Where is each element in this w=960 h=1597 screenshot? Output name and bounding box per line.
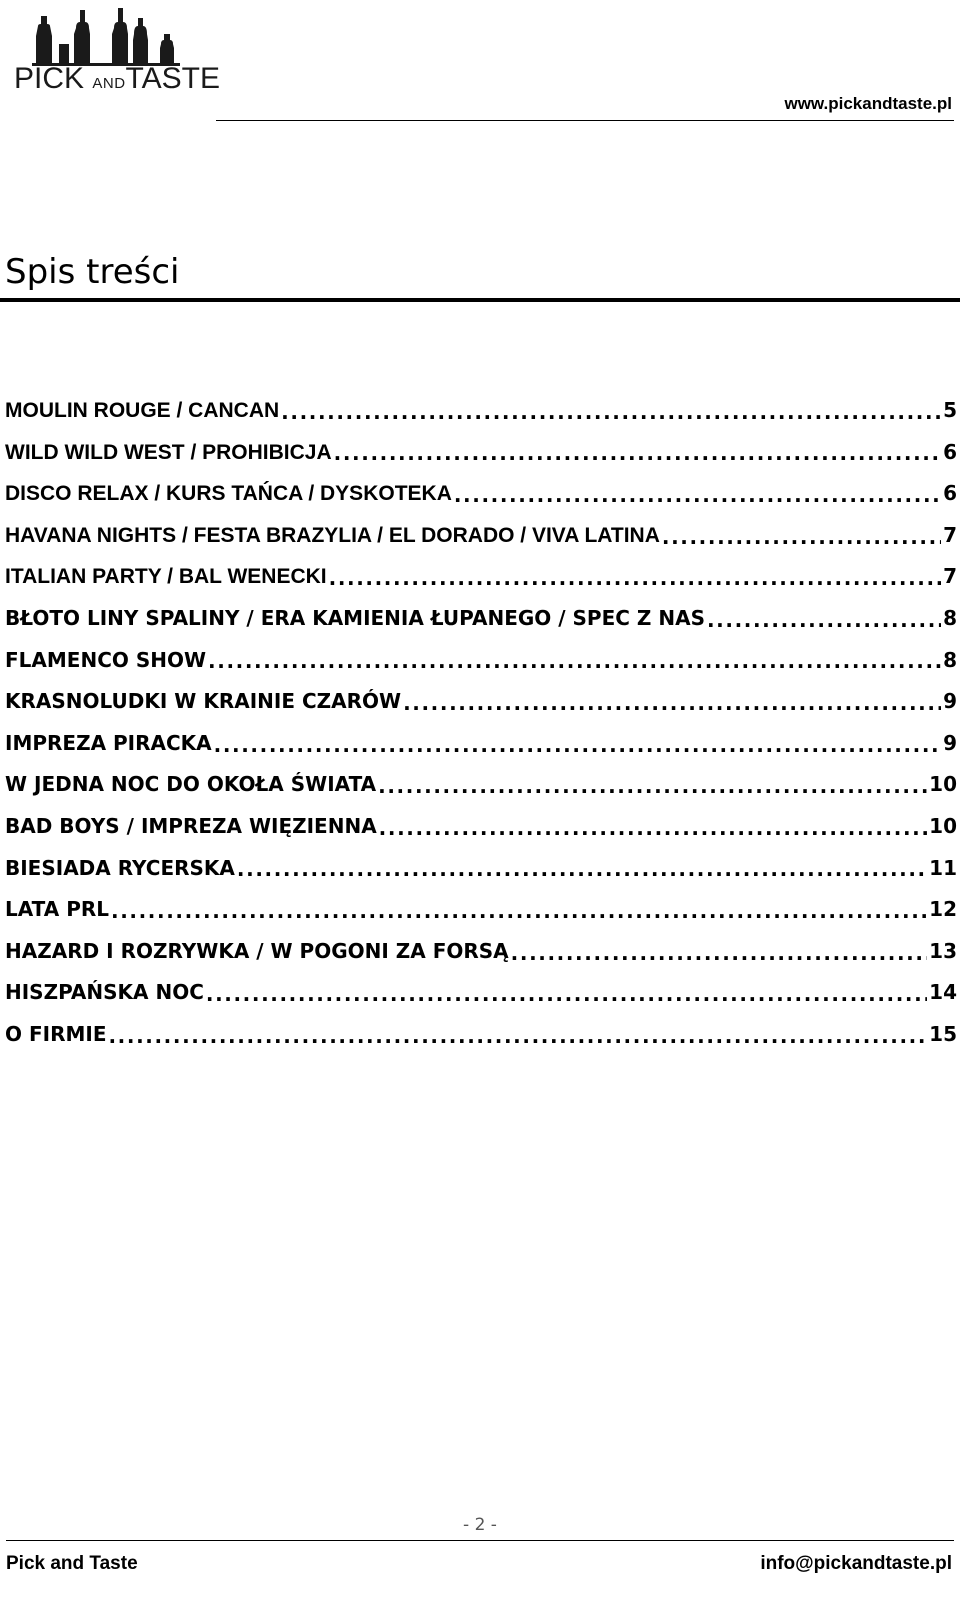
toc-entry[interactable] [5, 931, 957, 973]
toc-entry-page: 14 [929, 980, 957, 1005]
toc-entry-page: 7 [943, 564, 957, 589]
toc-dot-leader [379, 820, 927, 840]
toc-entry-label: IMPREZA PIRACKA [5, 730, 212, 755]
toc-entry-page: 15 [929, 1021, 957, 1046]
header-divider [216, 120, 954, 121]
toc-entry-page: 8 [943, 647, 957, 672]
logo-wordmark [14, 64, 220, 94]
toc-dot-leader [206, 986, 927, 1006]
toc-entry[interactable] [5, 556, 957, 598]
toc-dot-leader [334, 445, 941, 465]
toc-entry[interactable] [5, 723, 957, 765]
toc-entry[interactable] [5, 972, 957, 1014]
toc-entry-label: LATA PRL [5, 897, 110, 922]
toc-entry-page: 10 [929, 813, 957, 838]
toc-entry-label: ITALIAN PARTY / BAL WENECKI [5, 565, 327, 589]
toc-entry-page: 9 [943, 730, 957, 755]
toc-dot-leader [707, 612, 941, 632]
toc-entry-page: 7 [943, 522, 957, 547]
footer-divider [6, 1540, 954, 1541]
toc-dot-leader [108, 1028, 927, 1048]
toc-entry-page: 12 [929, 897, 957, 922]
toc-entry[interactable] [5, 473, 957, 515]
toc-entry-page: 6 [943, 439, 957, 464]
toc-dot-leader [454, 487, 941, 507]
toc-dot-leader [214, 737, 941, 757]
site-url-link[interactable]: www.pickandtaste.pl [784, 94, 952, 113]
toc-dot-leader [281, 404, 941, 424]
toc-entry-label: HISZPAŃSKA NOC [5, 980, 204, 1005]
toc-entry-label: HAVANA NIGHTS / FESTA BRAZYLIA / EL DORADO / VIVA LATINA [5, 523, 660, 547]
toc-entry[interactable] [5, 432, 957, 474]
toc-entry[interactable] [5, 681, 957, 723]
toc-entry-page: 5 [943, 398, 957, 422]
logo-taste: TASTE [125, 62, 220, 95]
toc-dot-leader [111, 903, 927, 923]
table-of-contents [5, 390, 957, 1056]
toc-dot-leader [511, 945, 927, 965]
toc-entry-label: BAD BOYS / IMPREZA WIĘZIENNA [5, 813, 377, 838]
bottles-icon [14, 8, 194, 66]
toc-entry-label: WILD WILD WEST / PROHIBICJA [5, 440, 332, 464]
title-divider [0, 298, 960, 302]
logo-and: AND [92, 75, 126, 92]
toc-dot-leader [237, 861, 927, 881]
toc-dot-leader [208, 653, 941, 673]
toc-entry-label: BIESIADA RYCERSKA [5, 855, 235, 880]
toc-entry[interactable] [5, 1014, 957, 1056]
toc-entry-page: 6 [943, 481, 957, 506]
toc-entry[interactable] [5, 390, 957, 432]
toc-entry[interactable] [5, 515, 957, 557]
footer-company-name: Pick and Taste [6, 1553, 138, 1574]
toc-entry-page: 11 [929, 855, 957, 880]
toc-entry-label: O FIRMIE [5, 1021, 107, 1046]
page-title: Spis treści [5, 252, 180, 292]
toc-entry-label: FLAMENCO SHOW [5, 647, 207, 672]
footer-email-link[interactable]: info@pickandtaste.pl [760, 1553, 952, 1574]
toc-entry-label: DISCO RELAX / KURS TAŃCA / DYSKOTEKA [5, 482, 452, 506]
toc-entry[interactable] [5, 640, 957, 682]
company-logo [14, 8, 220, 98]
toc-entry-page: 9 [943, 689, 957, 714]
toc-entry-label: HAZARD I ROZRYWKA / W POGONI ZA FORSĄ [5, 938, 509, 963]
toc-entry[interactable] [5, 889, 957, 931]
toc-entry[interactable] [5, 598, 957, 640]
toc-dot-leader [378, 778, 927, 798]
toc-entry-page: 10 [929, 772, 957, 797]
toc-entry-label: KRASNOLUDKI W KRAINIE CZARÓW [5, 689, 402, 714]
toc-dot-leader [662, 529, 941, 549]
toc-dot-leader [403, 695, 941, 715]
toc-entry-label: BŁOTO LINY SPALINY / ERA KAMIENIA ŁUPANEGO / SPEC Z NAS [5, 605, 705, 630]
toc-entry-label: MOULIN ROUGE / CANCAN [5, 399, 280, 422]
toc-entry-page: 13 [929, 938, 957, 963]
toc-dot-leader [329, 570, 941, 590]
toc-entry[interactable] [5, 848, 957, 890]
toc-entry-label: W JEDNA NOC DO OKOŁA ŚWIATA [5, 772, 377, 797]
page-number: - 2 - [463, 1515, 497, 1535]
toc-entry[interactable] [5, 764, 957, 806]
logo-pick: PICK [14, 62, 85, 95]
toc-entry-page: 8 [943, 605, 957, 630]
toc-entry[interactable] [5, 806, 957, 848]
